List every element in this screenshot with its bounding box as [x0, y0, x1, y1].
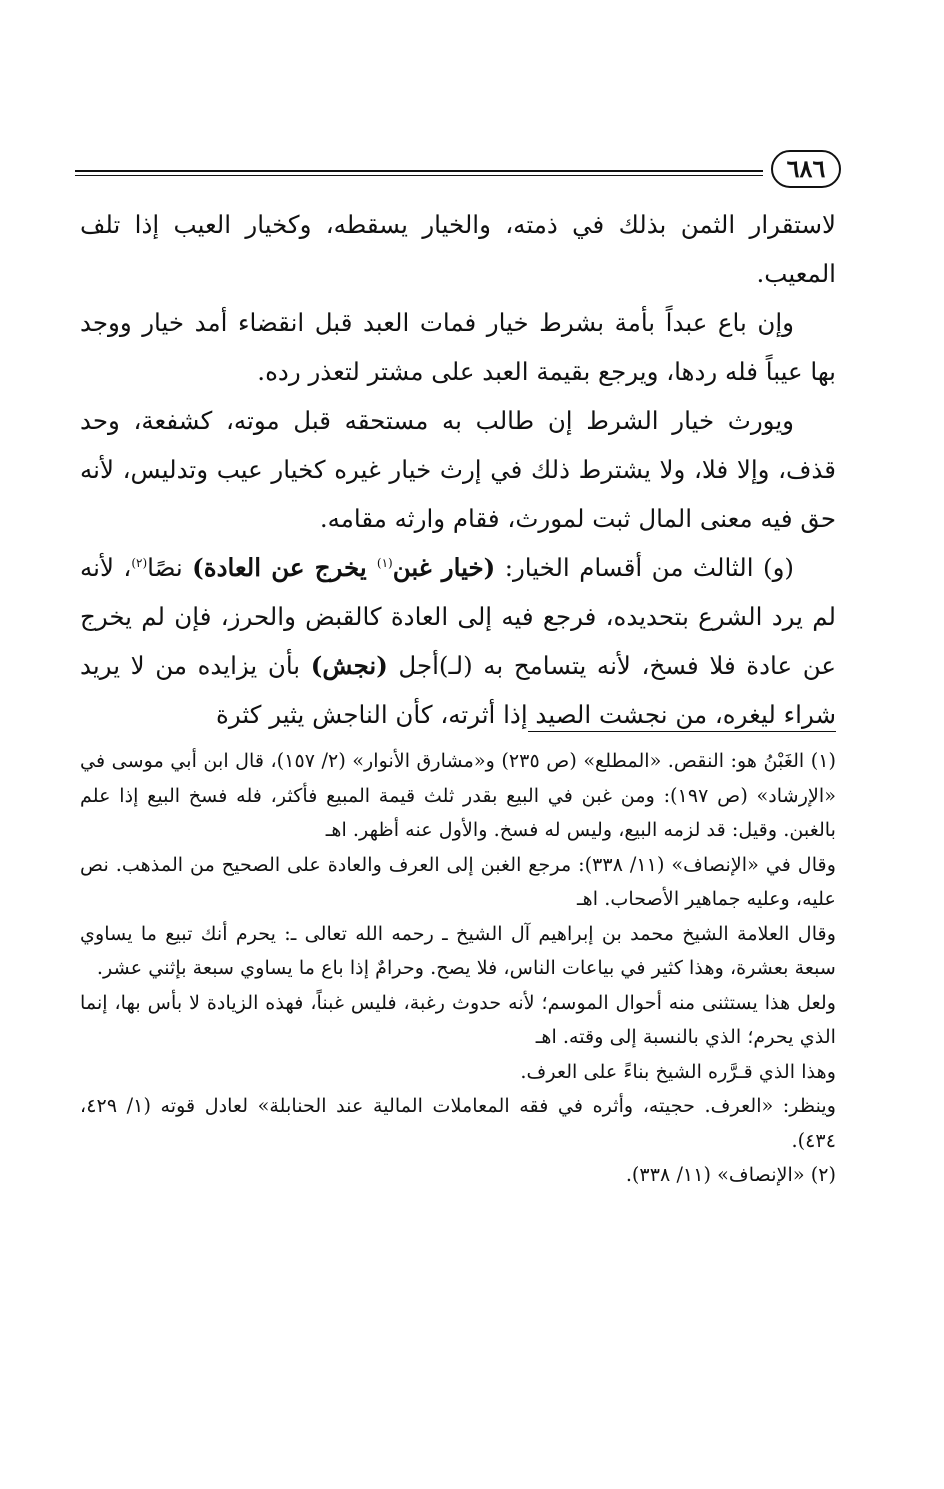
paragraph-2: وإن باع عبداً بأمة بشرط خيار فمات العبد قبل انقضاء أمد خيار ووجد بها عيباً فله ردها، ويرجع بقيمة العبد على مشتر لتعذر رده.	[80, 308, 836, 386]
paragraph-4-intro: (و) الثالث من أقسام الخيار:	[495, 553, 794, 582]
page-header	[75, 150, 841, 194]
paragraph-4-body: ، لأنه لم يرد الشرع بتحديده، فرجع فيه إلى العادة كالقبض والحرز، فإن لم يخرج عن عادة فلا فسخ، لأنه يتسامح به (لـ)أجل	[80, 553, 837, 680]
page-number: ٦٨٦	[771, 150, 841, 188]
footnote-ref-2[interactable]: (٢)	[131, 555, 148, 570]
main-text	[80, 200, 836, 739]
khiyar-ghabn-heading-cont: يخرج عن العادة)	[192, 553, 377, 582]
footnote-1-shaykh-quote: وقال العلامة الشيخ محمد بن إبراهيم آل الشيخ ـ رحمه الله تعالى ـ: يحرم أنك تبيع ما يساوي سبعة بعشرة، وهذا كثير في بياعات الناس، فلا يصح. وحرامٌ إذا باع ما يساوي سبعة بإثني عشر.	[80, 921, 836, 979]
najsh-term: (نجش)	[310, 651, 388, 680]
khiyar-ghabn-heading: (خيار غبن	[392, 553, 496, 582]
footnote-1-insaf: وقال في «الإنصاف» (١١/ ٣٣٨): مرجع الغبن إلى العرف والعادة على الصحيح من المذهب. نص عليه، وعليه جماهير الأصحاب. اهـ	[80, 852, 836, 910]
paragraph-4	[80, 543, 836, 739]
footnote-divider	[528, 731, 836, 732]
header-rule	[75, 170, 763, 176]
footnote-1-urf: وهذا الذي قـرَّره الشيخ بناءً على العرف.	[520, 1059, 836, 1083]
footnotes	[80, 744, 836, 1193]
footnote-ref-1[interactable]: (١)	[376, 555, 393, 570]
footnote-2: (٢) «الإنصاف» (١١/ ٣٣٨).	[625, 1163, 836, 1186]
paragraph-4-nassan: نصًا	[147, 553, 193, 582]
footnote-1-season: ولعل هذا يستثنى منه أحوال الموسم؛ لأنه حدوث رغبة، فليس غبناً، فهذه الزيادة لا بأس بها، إنما الذي يحرم؛ الذي بالنسبة إلى وقته. اهـ	[80, 990, 836, 1048]
footnote-1: (١) الغَبْنُ هو: النقص. «المطلع» (ص ٢٣٥) و«مشارق الأنوار» (٢/ ١٥٧)، قال ابن أبي موسى في «الإرشاد» (ص ١٩٧): ومن غبن في البيع بقدر ثلث قيمة المبيع فأكثر، فله فسخ البيع إذا علم بالغبن. وقيل: قد لزمه البيع، وليس له فسخ. والأول عنه أظهر. اهـ	[80, 749, 836, 841]
paragraph-4-end: بأن يزايده من لا يريد شراء ليغره، من نجشت الصيد إذا أثرته، كأن الناجش يثير كثرة	[80, 651, 836, 729]
paragraph-1: لاستقرار الثمن بذلك في ذمته، والخيار يسقطه، وكخيار العيب إذا تلف المعيب.	[80, 210, 836, 288]
paragraph-3: ويورث خيار الشرط إن طالب به مستحقه قبل موته، كشفعة، وحد قذف، وإلا فلا، ولا يشترط ذلك في إرث خيار غيره كخيار عيب وتدليس، لأنه حق فيه معنى المال ثبت لمورث، فقام وارثه مقامه.	[80, 406, 836, 533]
footnote-1-reference: وينظر: «العرف. حجيته، وأثره في فقه المعاملات المالية عند الحنابلة» لعادل قوته (١/ ٤٢٩، ٤٣٤).	[80, 1094, 836, 1152]
